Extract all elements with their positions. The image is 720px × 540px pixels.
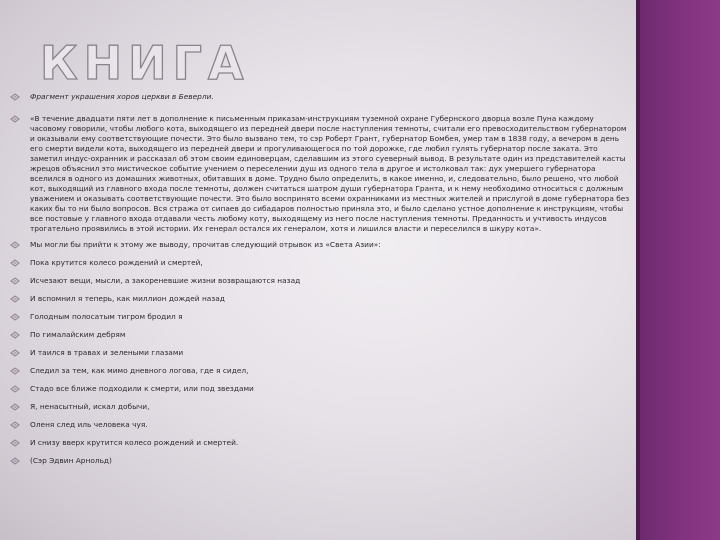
list-item bbox=[10, 402, 632, 414]
list-item-text: Исчезают вещи, мысли, а закореневшие жизни возвращаются назад bbox=[30, 276, 301, 285]
list-item bbox=[10, 384, 632, 396]
bullet-icon bbox=[10, 421, 20, 429]
bullet-icon bbox=[10, 115, 20, 123]
bullet-icon bbox=[10, 385, 20, 393]
list-item bbox=[10, 92, 632, 102]
list-item bbox=[10, 348, 632, 360]
list-item-text: Стадо все ближе подходили к смерти, или под звездами bbox=[30, 384, 254, 393]
list-item-text: Мы могли бы прийти к этому же выводу, прочитав следующий отрывок из «Света Азии»: bbox=[30, 240, 381, 249]
list-item bbox=[10, 258, 632, 270]
list-item bbox=[10, 294, 632, 306]
bullet-icon bbox=[10, 93, 20, 101]
list-item-text: Пока крутится колесо рождений и смертей, bbox=[30, 258, 203, 267]
decorative-sidebar bbox=[640, 0, 720, 540]
bullet-icon bbox=[10, 367, 20, 375]
list-item bbox=[10, 276, 632, 288]
bullet-list bbox=[10, 92, 632, 474]
list-item-text: И снизу вверх крутится колесо рождений и смертей. bbox=[30, 438, 239, 447]
list-item bbox=[10, 330, 632, 342]
list-item-text: По гималайским дебрям bbox=[30, 330, 126, 339]
bullet-icon bbox=[10, 457, 20, 465]
list-item bbox=[10, 420, 632, 432]
list-item bbox=[10, 114, 632, 234]
list-item-text: Фрагмент украшения хоров церкви в Беверли. bbox=[30, 92, 214, 101]
bullet-icon bbox=[10, 277, 20, 285]
list-item bbox=[10, 366, 632, 378]
list-item-text: «В течение двадцати пяти лет в дополнение к письменным приказам-инструкциям туземной охране Губернского дворца возле Пуна каждому часовому говорили, чтобы любого кота, выходящего из передней двери после наступления темноты, считали его превосходительством губернатором и оказывали ему соответствующие почести. Это было вызвано тем, то сэр Роберт Грант, губернатор Бомбея, умер там в 1838 году, а вечером в день его смерти видели кота, выходящего из передней двери и прогуливающегося по той дорожке, где любил гулять губернатор после заката. Это заметил индус-охранник и рассказал об этом своим единоверцам, сделавшим из этого суеверный вывод. В результате один из представителей касты жрецов объяснил это мистическое событие учением о переселении душ из одного тела в другое и истолковал так: дух умершего губернатора вселился в одного из домашних животных, обитавших в доме. Трудно было определить, в какое именно, и, следовательно, было решено, что любой кот, выходящий из главного входа после темноты, должен считаться шатром души губернатора Гранта, и к нему необходимо относиться с должным уважением и оказывать соответствующие почести. Это было воспринято всеми охранниками из местных жителей и прислугой в доме губернатора без каких бы то ни было вопросов. Вся стража от сипаев до сибадаров полностью приняла это, и было сделано устное дополнение к инструкциям, чтобы все постовые у главного входа отдавали честь любому коту, выходящему из него после наступления темноты. Преданность и учтивость индусов трогательно проявились в этой истории. Их генерал остался их генералом, хотя и лишился власти и переселился в шкуру кота». bbox=[30, 114, 630, 233]
list-item-text: И вспомнил я теперь, как миллион дождей назад bbox=[30, 294, 225, 303]
bullet-icon bbox=[10, 439, 20, 447]
list-item bbox=[10, 456, 632, 468]
bullet-icon bbox=[10, 313, 20, 321]
bullet-icon bbox=[10, 241, 20, 249]
bullet-icon bbox=[10, 295, 20, 303]
list-item bbox=[10, 312, 632, 324]
list-item bbox=[10, 240, 632, 252]
bullet-icon bbox=[10, 331, 20, 339]
bullet-icon bbox=[10, 403, 20, 411]
list-item-text: И таился в травах и зелеными глазами bbox=[30, 348, 184, 357]
list-item-text: (Сэр Эдвин Арнольд) bbox=[30, 456, 112, 465]
slide-title: КНИГА bbox=[40, 36, 250, 90]
list-item-text: Я, ненасытный, искал добычи, bbox=[30, 402, 150, 411]
list-item-text: Голодным полосатым тигром бродил я bbox=[30, 312, 183, 321]
list-item-text: Следил за тем, как мимо дневного логова, где я сидел, bbox=[30, 366, 249, 375]
list-item-text: Оленя след иль человека чуя. bbox=[30, 420, 148, 429]
bullet-icon bbox=[10, 259, 20, 267]
bullet-icon bbox=[10, 349, 20, 357]
list-item bbox=[10, 438, 632, 450]
